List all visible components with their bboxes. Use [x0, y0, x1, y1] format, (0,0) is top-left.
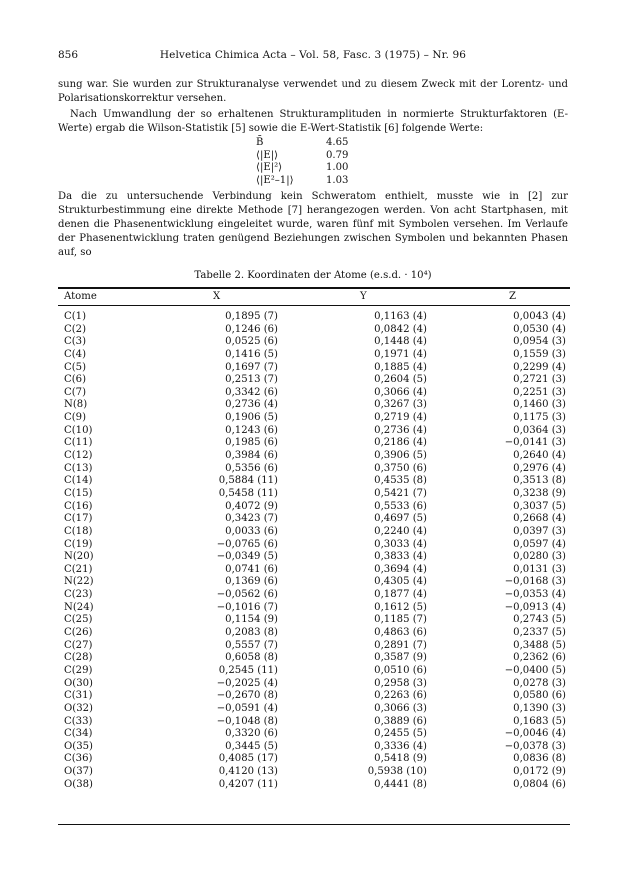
atom-cell: N(8) — [64, 399, 88, 411]
z-cell: −0,0168 (3) — [504, 576, 566, 588]
y-cell: 0,2186 (4) — [374, 437, 427, 449]
y-cell: 0,3889 (6) — [374, 715, 427, 727]
atom-cell: C(27) — [64, 639, 93, 651]
table-row — [58, 652, 570, 665]
z-cell: 0,0836 (8) — [513, 753, 566, 765]
column-header-y: Y — [360, 291, 367, 302]
x-cell: 0,1697 (7) — [225, 361, 278, 373]
z-cell: 0,3513 (8) — [513, 475, 566, 487]
z-cell: 0,0580 (6) — [513, 690, 566, 702]
y-cell: 0,2455 (5) — [374, 728, 427, 740]
atom-cell: N(20) — [64, 551, 94, 563]
x-cell: 0,2736 (4) — [225, 399, 278, 411]
table-row — [58, 753, 570, 766]
z-cell: 0,0280 (3) — [513, 551, 566, 563]
column-header-z: Z — [509, 291, 517, 302]
z-cell: −0,0353 (4) — [504, 589, 566, 601]
table-row — [58, 576, 570, 589]
x-cell: 0,4085 (17) — [218, 753, 278, 765]
table-row — [58, 437, 570, 450]
atom-cell: C(19) — [64, 538, 93, 550]
y-cell: 0,3066 (4) — [374, 386, 427, 398]
x-cell: 0,1985 (6) — [225, 437, 278, 449]
table-bottom-rule — [58, 824, 570, 825]
table-header-row — [58, 291, 570, 303]
atom-cell: O(30) — [64, 677, 93, 689]
y-cell: 0,1185 (7) — [374, 614, 427, 626]
x-cell: −0,1016 (7) — [216, 601, 278, 613]
x-cell: 0,0033 (6) — [225, 525, 278, 537]
table-row — [58, 399, 570, 412]
table-row — [58, 362, 570, 375]
y-cell: 0,3750 (6) — [374, 462, 427, 474]
x-cell: −0,0765 (6) — [216, 538, 278, 550]
table-row — [58, 412, 570, 425]
x-cell: 0,3320 (6) — [225, 728, 278, 740]
table-row — [58, 779, 570, 792]
x-cell: 0,3423 (7) — [225, 513, 278, 525]
atom-cell: C(11) — [64, 437, 93, 449]
z-cell: 0,3238 (9) — [513, 487, 566, 499]
table-row — [58, 614, 570, 627]
table-row — [58, 488, 570, 501]
x-cell: −0,0349 (5) — [216, 551, 278, 563]
x-cell: −0,0562 (6) — [216, 589, 278, 601]
y-cell: 0,1885 (4) — [374, 361, 427, 373]
atom-cell: N(24) — [64, 601, 94, 613]
table-body — [58, 311, 570, 791]
z-cell: 0,2362 (6) — [513, 652, 566, 664]
y-cell: 0,0842 (4) — [374, 323, 427, 335]
x-cell: −0,2025 (4) — [216, 677, 278, 689]
y-cell: 0,1877 (4) — [374, 589, 427, 601]
y-cell: 0,4305 (4) — [374, 576, 427, 588]
x-cell: 0,5356 (6) — [225, 462, 278, 474]
z-cell: 0,2640 (4) — [513, 450, 566, 462]
table-row — [58, 703, 570, 716]
x-cell: 0,4072 (9) — [225, 500, 278, 512]
stat-row — [256, 137, 366, 150]
x-cell: 0,1906 (5) — [225, 412, 278, 424]
table-row — [58, 564, 570, 577]
x-cell: 0,4207 (11) — [218, 778, 278, 790]
x-cell: 0,5884 (11) — [218, 475, 278, 487]
x-cell: 0,2083 (8) — [225, 627, 278, 639]
y-cell: 0,5421 (7) — [374, 487, 427, 499]
z-cell: 0,2337 (5) — [513, 627, 566, 639]
atom-cell: C(31) — [64, 690, 93, 702]
z-cell: −0,0400 (5) — [504, 664, 566, 676]
atom-cell: C(29) — [64, 664, 93, 676]
z-cell: 0,1683 (5) — [513, 715, 566, 727]
table-row — [58, 665, 570, 678]
z-cell: −0,0378 (3) — [504, 740, 566, 752]
z-cell: 0,2299 (4) — [513, 361, 566, 373]
atom-cell: C(1) — [64, 311, 87, 322]
z-cell: 0,2976 (4) — [513, 462, 566, 474]
z-cell: 0,0954 (3) — [513, 336, 566, 348]
atom-cell: C(6) — [64, 374, 87, 386]
table-row — [58, 602, 570, 615]
atom-cell: C(3) — [64, 336, 87, 348]
y-cell: 0,0510 (6) — [374, 664, 427, 676]
y-cell: 0,4863 (6) — [374, 627, 427, 639]
table-row — [58, 387, 570, 400]
stat-name: B̄ — [256, 137, 264, 148]
table-row — [58, 716, 570, 729]
x-cell: 0,3984 (6) — [225, 450, 278, 462]
atom-cell: C(28) — [64, 652, 93, 664]
atom-cell: C(4) — [64, 348, 87, 360]
x-cell: 0,3342 (6) — [225, 386, 278, 398]
table-row — [58, 501, 570, 514]
atom-cell: O(37) — [64, 766, 93, 778]
table-header-rule — [58, 305, 570, 306]
x-cell: 0,1369 (6) — [225, 576, 278, 588]
table-row — [58, 374, 570, 387]
stat-value: 0.79 — [326, 149, 349, 161]
atom-cell: C(15) — [64, 487, 93, 499]
table-row — [58, 741, 570, 754]
z-cell: 0,0131 (3) — [513, 563, 566, 575]
x-cell: −0,2670 (8) — [216, 690, 278, 702]
y-cell: 0,3587 (9) — [374, 652, 427, 664]
table-top-rule — [58, 287, 570, 289]
atom-cell: C(9) — [64, 412, 87, 424]
y-cell: 0,3033 (4) — [374, 538, 427, 550]
x-cell: 0,5458 (11) — [218, 487, 278, 499]
table-row — [58, 539, 570, 552]
atom-cell: C(23) — [64, 589, 93, 601]
z-cell: −0,0141 (3) — [504, 437, 566, 449]
paragraph-1: sung war. Sie wurden zur Strukturanalyse verwendet und zu diesem Zweck mit der Lorentz- und Polarisationskorrektur versehen. — [58, 79, 568, 104]
atom-cell: C(33) — [64, 715, 93, 727]
table-row — [58, 526, 570, 539]
x-cell: 0,1895 (7) — [225, 311, 278, 322]
atom-cell: C(18) — [64, 525, 93, 537]
atom-cell: O(32) — [64, 702, 93, 714]
atom-cell: O(35) — [64, 740, 93, 752]
x-cell: 0,1243 (6) — [225, 424, 278, 436]
stat-row — [256, 162, 366, 175]
y-cell: 0,1448 (4) — [374, 336, 427, 348]
paragraph-3: Da die zu untersuchende Verbindung kein Schweratom enthielt, musste wie in [2] zur Strukturbestimmung eine direkte Methode [7] herangezogen werden. Von acht Startphasen, mit denen die Phasenentwicklung eingeleitet wurde, waren fünf mit Symbolen versehen. Im Verlaufe der Phasenentwicklung traten genügend Beziehungen zwischen Symbolen und bekannten Phasen auf, so — [58, 191, 568, 258]
z-cell: 0,1175 (3) — [513, 412, 566, 424]
paragraph-2: Nach Umwandlung der so erhaltenen Strukturamplituden in normierte Strukturfaktoren (E-Werte) ergab die Wilson-Statistik [5] sowie die E-Wert-Statistik [6] folgende Werte: — [58, 109, 568, 134]
stat-value: 1.03 — [326, 174, 349, 186]
journal-running-title: Helvetica Chimica Acta – Vol. 58, Fasc. 3 (1975) – Nr. 96 — [159, 49, 467, 61]
table-row — [58, 728, 570, 741]
z-cell: 0,0397 (3) — [513, 525, 566, 537]
atom-cell: O(38) — [64, 778, 93, 790]
y-cell: 0,3694 (4) — [374, 563, 427, 575]
stat-name: ⟨|E²–1|⟩ — [256, 174, 294, 186]
z-cell: 0,3488 (5) — [513, 639, 566, 651]
atom-cell: C(5) — [64, 361, 87, 373]
y-cell: 0,3267 (3) — [374, 399, 427, 411]
y-cell: 0,5533 (6) — [374, 500, 427, 512]
y-cell: 0,1163 (4) — [374, 311, 427, 322]
table-row — [58, 475, 570, 488]
table-row — [58, 311, 570, 324]
z-cell: 0,1460 (3) — [513, 399, 566, 411]
x-cell: 0,2545 (11) — [218, 664, 278, 676]
y-cell: 0,4441 (8) — [374, 778, 427, 790]
y-cell: 0,2240 (4) — [374, 525, 427, 537]
y-cell: 0,2958 (3) — [374, 677, 427, 689]
x-cell: 0,2513 (7) — [225, 374, 278, 386]
column-header-atome: Atome — [64, 291, 97, 302]
column-header-x: X — [213, 291, 221, 302]
table-row — [58, 678, 570, 691]
y-cell: 0,3833 (4) — [374, 551, 427, 563]
page-header — [58, 49, 568, 63]
table-row — [58, 336, 570, 349]
y-cell: 0,5938 (10) — [367, 766, 427, 778]
table-row — [58, 425, 570, 438]
z-cell: 0,0597 (4) — [513, 538, 566, 550]
x-cell: 0,4120 (13) — [218, 766, 278, 778]
z-cell: 0,0364 (3) — [513, 424, 566, 436]
y-cell: 0,3906 (5) — [374, 450, 427, 462]
x-cell: −0,1048 (8) — [216, 715, 278, 727]
stat-row — [256, 175, 366, 188]
z-cell: 0,2721 (3) — [513, 374, 566, 386]
statistics-block — [256, 137, 366, 187]
table-row — [58, 627, 570, 640]
page-number: 856 — [58, 49, 79, 61]
table-row — [58, 450, 570, 463]
x-cell: 0,3445 (5) — [225, 740, 278, 752]
atom-cell: C(14) — [64, 475, 93, 487]
x-cell: 0,6058 (8) — [225, 652, 278, 664]
y-cell: 0,3066 (3) — [374, 702, 427, 714]
y-cell: 0,4697 (5) — [374, 513, 427, 525]
table-row — [58, 766, 570, 779]
stat-value: 4.65 — [326, 137, 349, 148]
y-cell: 0,2604 (5) — [374, 374, 427, 386]
atom-cell: C(26) — [64, 627, 93, 639]
x-cell: 0,1246 (6) — [225, 323, 278, 335]
y-cell: 0,1971 (4) — [374, 348, 427, 360]
table-row — [58, 589, 570, 602]
y-cell: 0,2263 (6) — [374, 690, 427, 702]
atom-cell: C(2) — [64, 323, 87, 335]
y-cell: 0,4535 (8) — [374, 475, 427, 487]
table-row — [58, 690, 570, 703]
atom-cell: C(25) — [64, 614, 93, 626]
atom-cell: C(13) — [64, 462, 93, 474]
atom-cell: C(16) — [64, 500, 93, 512]
z-cell: 0,2251 (3) — [513, 386, 566, 398]
atom-cell: C(10) — [64, 424, 93, 436]
z-cell: 0,1559 (3) — [513, 348, 566, 360]
atom-cell: C(12) — [64, 450, 93, 462]
stat-name: ⟨|E|⟩ — [256, 149, 279, 161]
y-cell: 0,3336 (4) — [374, 740, 427, 752]
stat-row — [256, 150, 366, 163]
table-row — [58, 463, 570, 476]
y-cell: 0,5418 (9) — [374, 753, 427, 765]
stat-name: ⟨|E|²⟩ — [256, 162, 283, 173]
z-cell: 0,2743 (5) — [513, 614, 566, 626]
table-row — [58, 324, 570, 337]
atom-cell: C(21) — [64, 563, 93, 575]
y-cell: 0,2891 (7) — [374, 639, 427, 651]
stat-value: 1.00 — [326, 162, 349, 173]
atom-cell: C(36) — [64, 753, 93, 765]
z-cell: 0,0530 (4) — [513, 323, 566, 335]
table-caption: Tabelle 2. Koordinaten der Atome (e.s.d. · 10⁴) — [194, 270, 432, 281]
table-row — [58, 640, 570, 653]
z-cell: 0,0278 (3) — [513, 677, 566, 689]
x-cell: −0,0591 (4) — [216, 702, 278, 714]
x-cell: 0,1154 (9) — [225, 614, 278, 626]
y-cell: 0,2736 (4) — [374, 424, 427, 436]
x-cell: 0,1416 (5) — [225, 348, 278, 360]
z-cell: 0,0172 (9) — [513, 766, 566, 778]
z-cell: 0,0043 (4) — [513, 311, 566, 322]
z-cell: 0,1390 (3) — [513, 702, 566, 714]
z-cell: 0,2668 (4) — [513, 513, 566, 525]
table-row — [58, 551, 570, 564]
x-cell: 0,0525 (6) — [225, 336, 278, 348]
atom-cell: N(22) — [64, 576, 94, 588]
x-cell: 0,0741 (6) — [225, 563, 278, 575]
atom-cell: C(34) — [64, 728, 93, 740]
z-cell: 0,0804 (6) — [513, 778, 566, 790]
y-cell: 0,1612 (5) — [374, 601, 427, 613]
x-cell: 0,5557 (7) — [225, 639, 278, 651]
y-cell: 0,2719 (4) — [374, 412, 427, 424]
table-row — [58, 349, 570, 362]
z-cell: −0,0046 (4) — [504, 728, 566, 740]
table-row — [58, 513, 570, 526]
atom-cell: C(17) — [64, 513, 93, 525]
z-cell: 0,3037 (5) — [513, 500, 566, 512]
z-cell: −0,0913 (4) — [504, 601, 566, 613]
atom-cell: C(7) — [64, 386, 87, 398]
